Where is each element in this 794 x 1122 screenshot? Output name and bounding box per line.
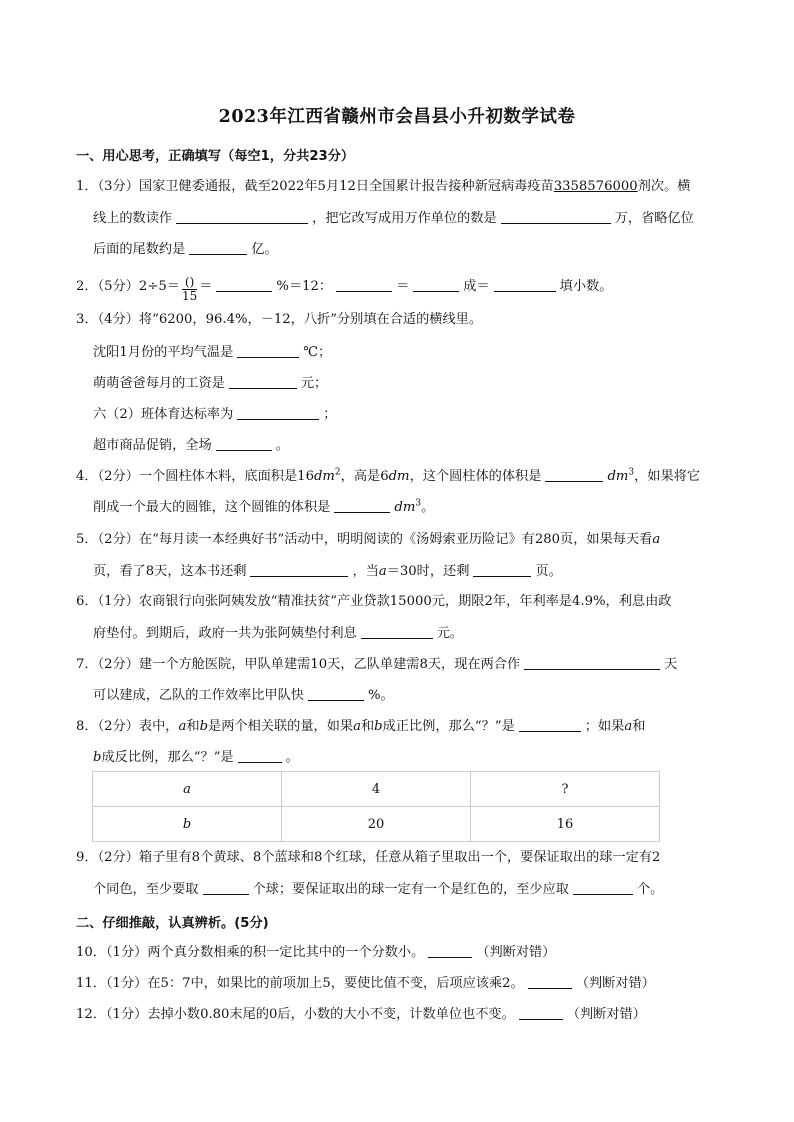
answer-blank[interactable] (501, 209, 611, 224)
answer-blank[interactable] (413, 277, 459, 292)
question-3-item-2: 萌萌爸爸每月的工资是 元； (93, 376, 328, 391)
section-heading-1: 一、用心思考，正确填写（每空1，分共23分） (76, 149, 355, 164)
answer-blank[interactable] (250, 562, 348, 577)
question-10: 10．（1分）两个真分数相乘的积一定比其中的一个分数小。 （判断对错） (76, 945, 556, 960)
question-3-item-4: 超市商品促销，全场 。 (93, 438, 289, 453)
question-5-line-2: 页，看了8天，这本书还剩 ，当a＝30时，还剩 页。 (93, 564, 562, 579)
question-6-line-1: 6．（1分）农商银行向张阿姨发放“精准扶贫”产业贷款15000元，期限2年，年利率是4.9%，利息由政 (76, 594, 672, 609)
answer-blank[interactable] (238, 748, 282, 763)
answer-blank[interactable] (545, 467, 603, 482)
table-cell: a (93, 772, 282, 807)
answer-blank[interactable] (237, 343, 299, 358)
question-7-line-2: 可以建成，乙队的工作效率比甲队快 %。 (93, 688, 394, 703)
answer-blank[interactable] (334, 498, 390, 513)
question-1-line-2: 线上的数读作 ，把它改写成用万作单位的数是 万，省略亿位 (93, 211, 694, 226)
answer-blank[interactable] (524, 655, 660, 670)
question-6-line-2: 府垫付。到期后，政府一共为张阿姨垫付利息 元。 (93, 626, 464, 641)
question-7-line-1: 7．（2分）建一个方舱医院，甲队单建需10天，乙队单建需8天，现在两合作 天 (76, 657, 678, 672)
question-4-line-2: 削成一个最大的圆锥，这个圆锥的体积是 $dm^3$。 (93, 498, 435, 515)
question-9-line-2: 个同色，至少要取 个球；要保证取出的球一定有一个是红色的，至少应取 个。 (93, 882, 664, 897)
question-5-line-1: 5．（2分）在“每月读一本经典好书”活动中，明明阅读的《汤姆索亚历险记》有280页，如果每天看a (76, 532, 661, 547)
question-8-line-1: 8．（2分）表中，a和b是两个相关联的量，如果a和b成正比例，那么“？”是 ；如果a和 (76, 719, 646, 734)
answer-blank[interactable] (216, 277, 272, 292)
question-1-line-3: 后面的尾数约是 亿。 (93, 242, 278, 257)
question-9-line-1: 9．（2分）箱子里有8个黄球、8个蓝球和8个红球，任意从箱子里取出一个，要保证取出的球一定有2 (76, 850, 661, 865)
answer-blank[interactable] (308, 686, 364, 701)
answer-blank[interactable] (428, 943, 472, 958)
fraction: $\frac{()}{15}$ (181, 275, 198, 303)
question-11: 11．（1分）在5：7中，如果比的前项加上5，要使比值不变，后项应该乘2。 （判断对错） (76, 976, 655, 991)
answer-blank[interactable] (528, 974, 572, 989)
section-heading-2: 二、仔细推敲，认真辨析。(5分) (76, 916, 269, 931)
answer-blank[interactable] (519, 1005, 563, 1020)
answer-blank[interactable] (203, 880, 249, 895)
question-8-line-2: b成反比例，那么“？”是 。 (93, 750, 299, 765)
table-cell: b (93, 807, 282, 842)
answer-blank[interactable] (176, 209, 308, 224)
question-3-item-1: 沈阳1月份的平均气温是 ℃； (93, 345, 332, 360)
answer-blank[interactable] (237, 405, 319, 420)
answer-blank[interactable] (361, 624, 433, 639)
question-3-item-3: 六（2）班体育达标率为 ； (93, 407, 337, 422)
question-12: 12．（1分）去掉小数0.80末尾的0后，小数的大小不变，计数单位也不变。 （判断对错） (76, 1007, 646, 1022)
table-row (93, 807, 660, 842)
answer-blank[interactable] (494, 277, 556, 292)
vaccine-count: 3358576000 (553, 179, 638, 194)
table-cell: 4 (282, 772, 471, 807)
page-title: 2023年江西省赣州市会昌县小升初数学试卷 (218, 107, 576, 127)
answer-blank[interactable] (519, 717, 581, 732)
table-cell: 16 (471, 807, 660, 842)
table-cell: 20 (282, 807, 471, 842)
answer-blank[interactable] (216, 436, 272, 451)
question-2: 2．（5分）2÷5＝ $\frac{()}{15}$ ＝ %＝12： ＝ 成＝ 填小数。 (76, 275, 613, 303)
question-1-line-1: 1．（3分）国家卫健委通报，截至2022年5月12日全国累计报告接种新冠病毒疫苗3358576000剂次。横 (76, 179, 691, 194)
answer-blank[interactable] (473, 562, 531, 577)
answer-blank[interactable] (189, 240, 247, 255)
answer-blank[interactable] (573, 880, 633, 895)
question-4-line-1: 4．（2分）一个圆柱体木料，底面积是$16dm^2$，高是6dm，这个圆柱体的体积是 $dm^3$，如果将它 (76, 467, 701, 484)
table-cell: ? (471, 772, 660, 807)
ratio-table (92, 771, 660, 842)
answer-blank[interactable] (229, 374, 297, 389)
table-row (93, 772, 660, 807)
answer-blank[interactable] (336, 277, 392, 292)
question-3: 3．（4分）将“6200，96.4%，－12，八折”分别填在合适的横线里。 (76, 312, 483, 327)
